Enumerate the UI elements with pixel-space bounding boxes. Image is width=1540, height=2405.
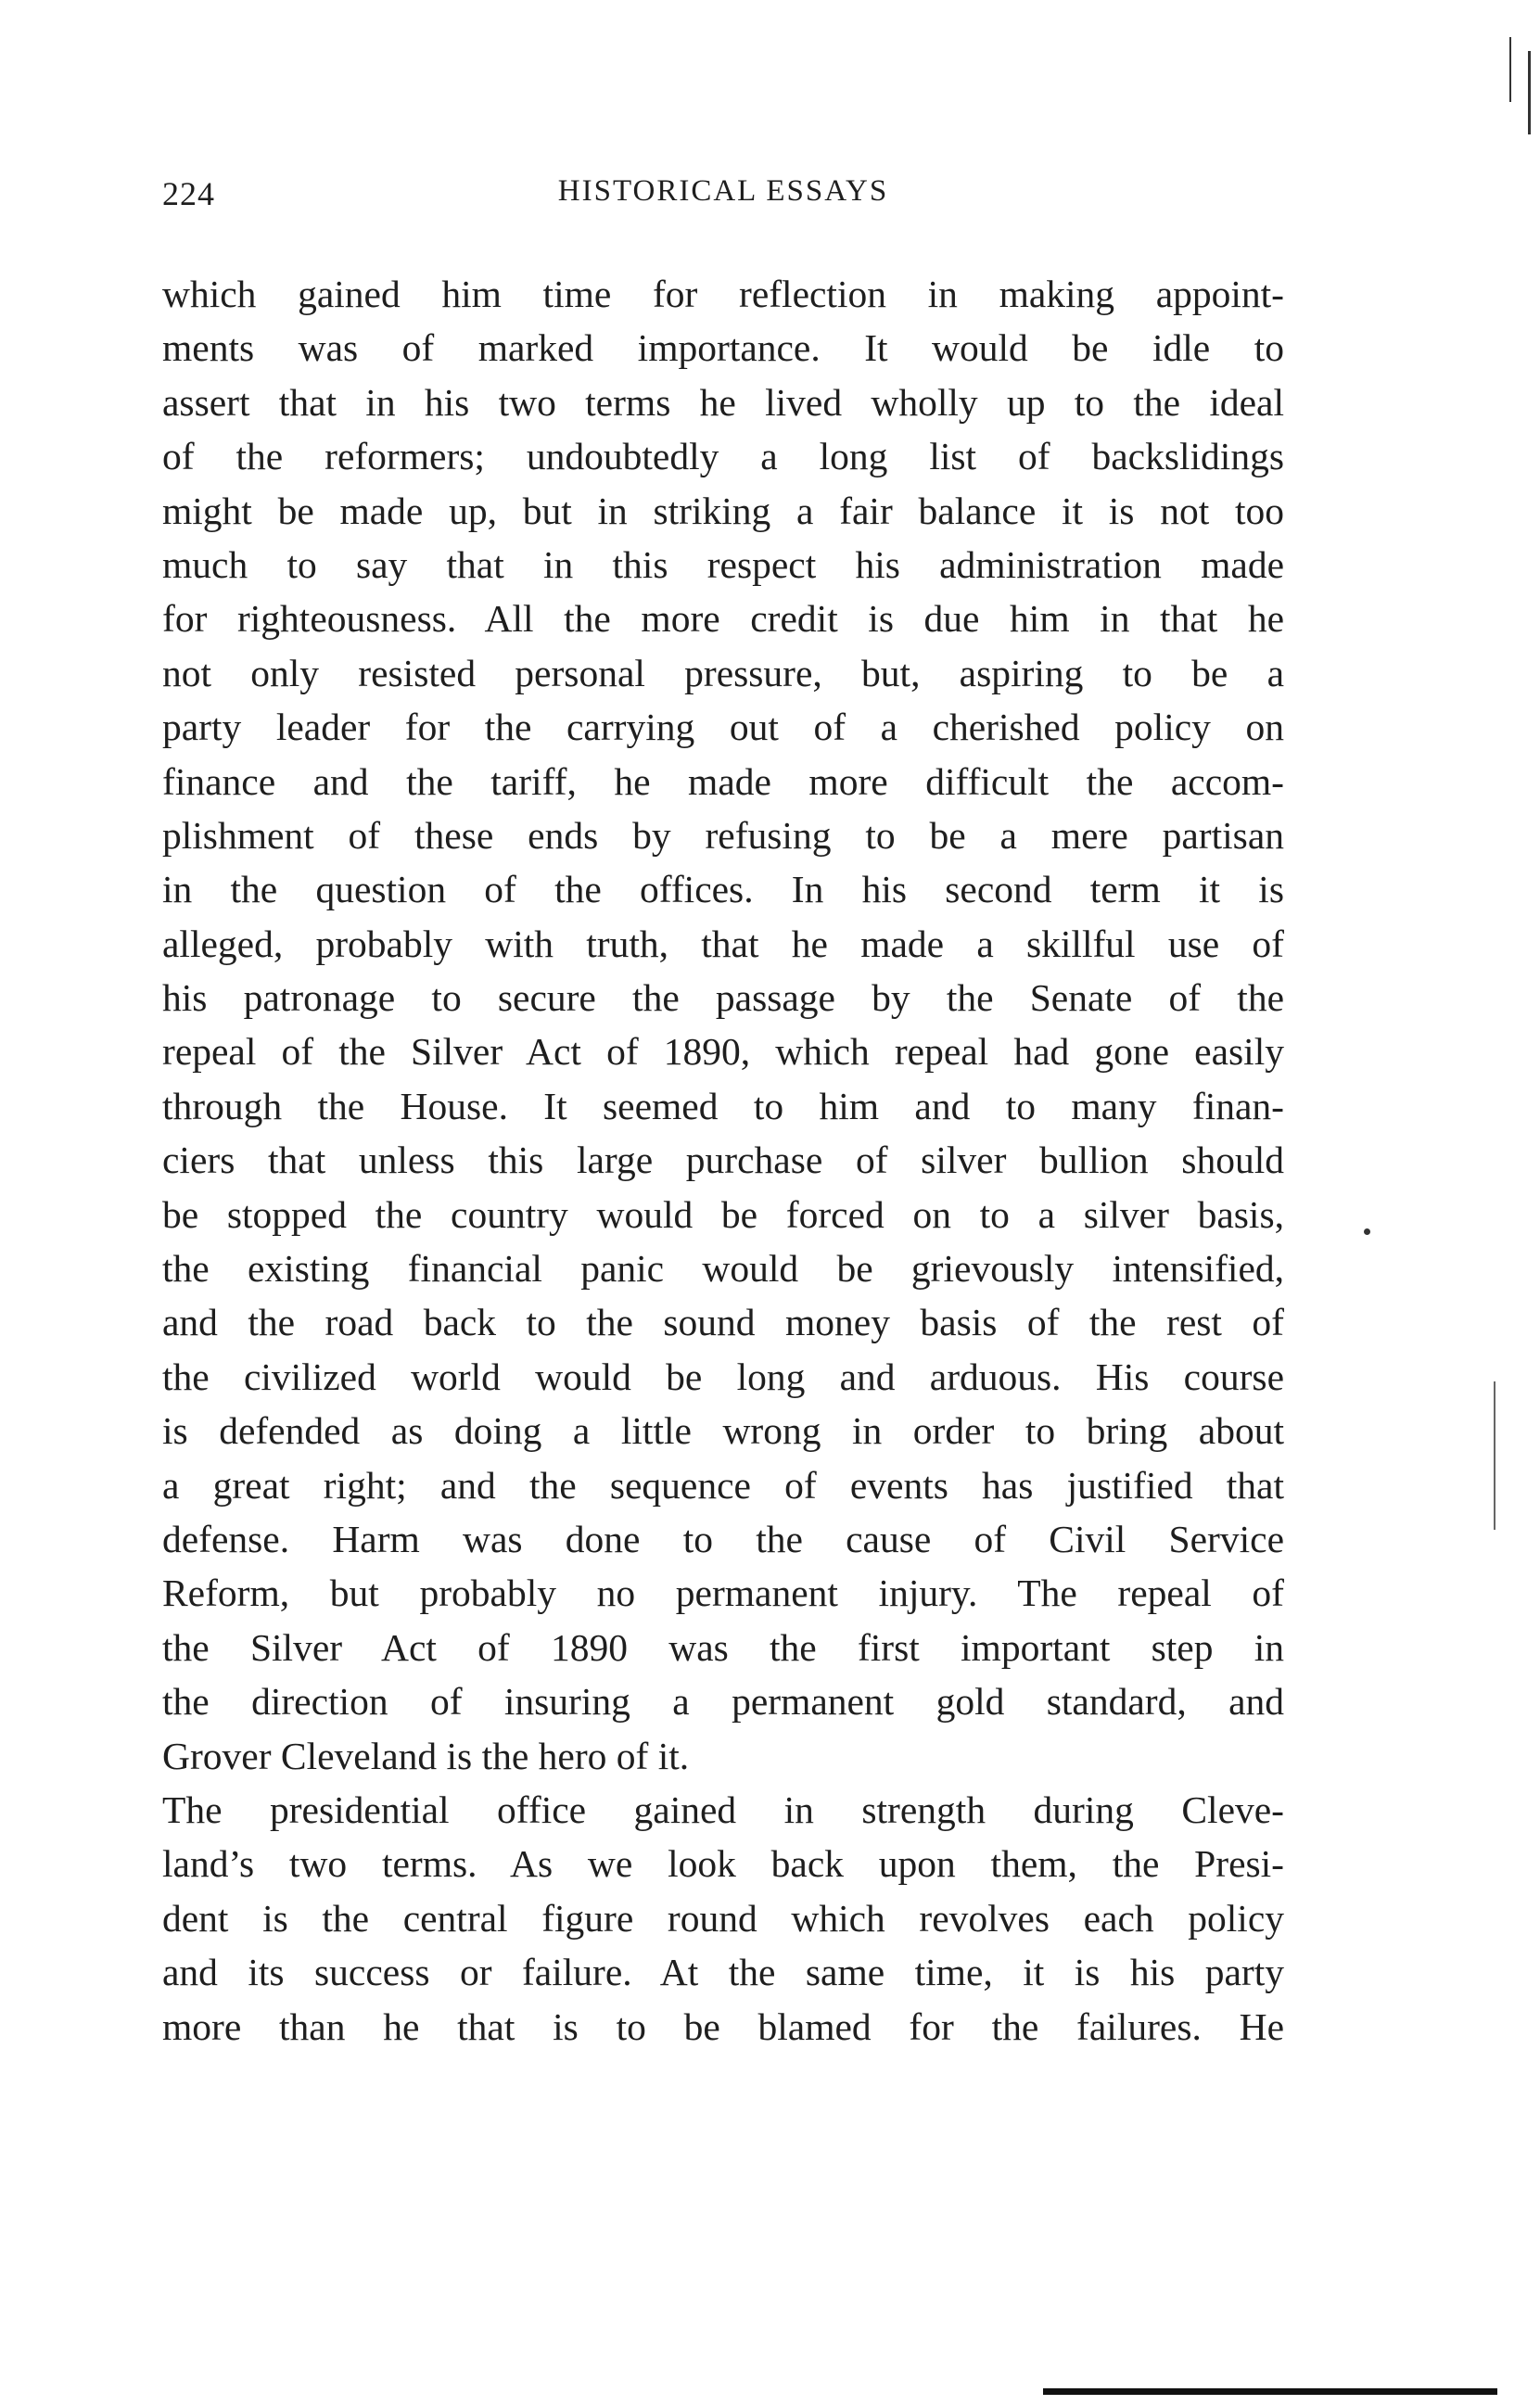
- paragraph-start-line: The presidential office gained in strength during Cleve-: [162, 1788, 1284, 1831]
- scan-margin-mark: [1528, 51, 1531, 134]
- text-line: for righteousness. All the more credit is due him in that he: [162, 597, 1284, 641]
- text-line: finance and the tariff, he made more difficult the accom-: [162, 759, 1284, 803]
- text-line: of the reformers; undoubtedly a long list of backslidings: [162, 435, 1284, 478]
- body-text: [162, 267, 1284, 2054]
- text-line: repeal of the Silver Act of 1890, which repeal had gone easily: [162, 1030, 1284, 1074]
- text-line: his patronage to secure the passage by the Senate of the: [162, 976, 1284, 1020]
- text-line: alleged, probably with truth, that he made a skillful use of: [162, 922, 1284, 965]
- text-line: plishment of these ends by refusing to be a mere partisan: [162, 813, 1284, 857]
- text-line: dent is the central figure round which revolves each policy: [162, 1896, 1284, 1940]
- text-line: Reform, but probably no permanent injury. The repeal of: [162, 1572, 1284, 1615]
- text-line: a great right; and the sequence of events has justified that: [162, 1463, 1284, 1507]
- text-line: land’s two terms. As we look back upon them, the Presi-: [162, 1842, 1284, 1886]
- text-line: ments was of marked importance. It would be idle to: [162, 326, 1284, 370]
- scan-edge-rule: [1043, 2388, 1497, 2395]
- text-line: defense. Harm was done to the cause of Civil Service: [162, 1517, 1284, 1560]
- text-line: might be made up, but in striking a fair balance it is not too: [162, 489, 1284, 532]
- text-line: be stopped the country would be forced on to a silver basis,: [162, 1192, 1284, 1236]
- scan-margin-mark: [1364, 1228, 1370, 1235]
- paragraph-end-line: Grover Cleveland is the hero of it.: [162, 1734, 690, 1777]
- scan-margin-mark: [1509, 37, 1511, 102]
- text-line: the civilized world would be long and arduous. His course: [162, 1355, 1284, 1398]
- running-title: HISTORICAL ESSAYS: [557, 174, 889, 208]
- scan-margin-mark: [1494, 1381, 1495, 1530]
- text-line: and its success or failure. At the same time, it is his party: [162, 1951, 1284, 1994]
- text-line: the Silver Act of 1890 was the first important step in: [162, 1625, 1284, 1669]
- text-line: is defended as doing a little wrong in order to bring about: [162, 1409, 1284, 1453]
- text-line: the existing financial panic would be grievously intensified,: [162, 1247, 1284, 1291]
- text-line: not only resisted personal pressure, but, aspiring to be a: [162, 651, 1284, 694]
- text-line: party leader for the carrying out of a cherished policy on: [162, 706, 1284, 749]
- text-line: and the road back to the sound money basis of the rest of: [162, 1301, 1284, 1344]
- text-line: assert that in his two terms he lived wholly up to the ideal: [162, 380, 1284, 424]
- text-line: more than he that is to be blamed for the failures. He: [162, 2004, 1284, 2048]
- text-line: which gained him time for reflection in making appoint-: [162, 273, 1284, 315]
- page-number: 224: [162, 175, 215, 212]
- text-line: much to say that in this respect his administration made: [162, 542, 1284, 586]
- text-line: through the House. It seemed to him and to many finan-: [162, 1084, 1284, 1127]
- text-line: ciers that unless this large purchase of silver bullion should: [162, 1139, 1284, 1182]
- text-line: in the question of the offices. In his second term it is: [162, 868, 1284, 911]
- running-head: [162, 174, 1284, 221]
- text-line: the direction of insuring a permanent gold standard, and: [162, 1680, 1284, 1724]
